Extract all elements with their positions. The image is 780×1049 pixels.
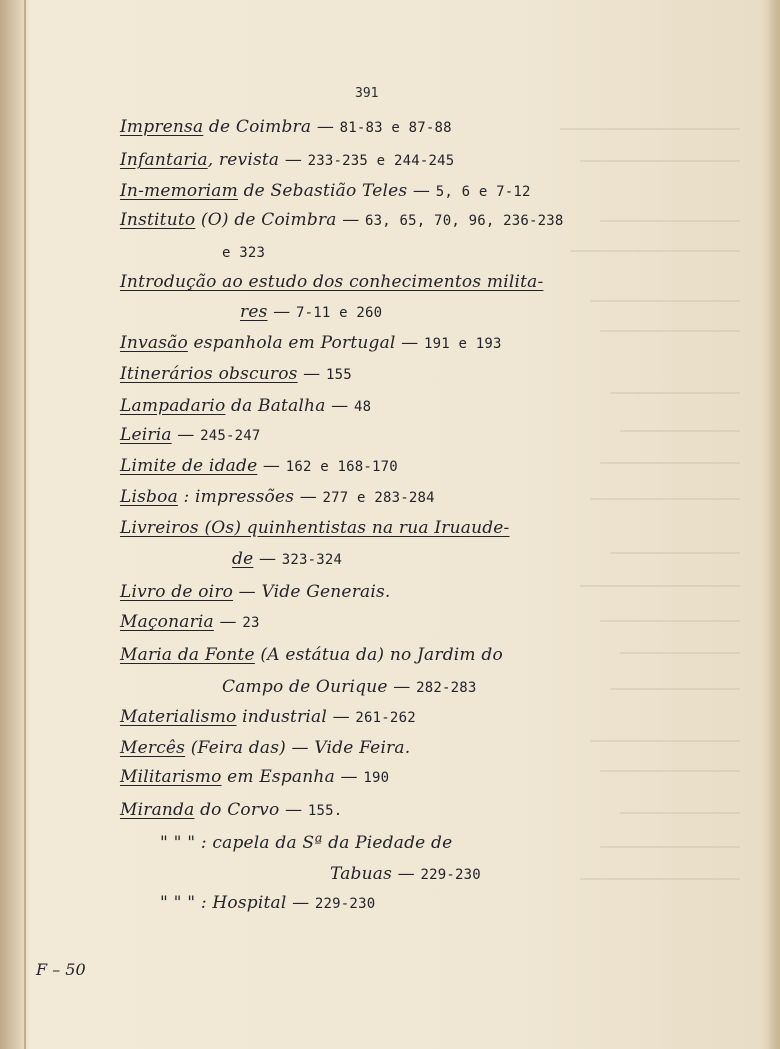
entry-keyword: Instituto — [120, 210, 196, 230]
index-entry — [120, 645, 503, 665]
entry-keyword: Limite de idade — [120, 456, 258, 476]
entry-page-refs: 229-230 — [420, 867, 481, 883]
entry-text: Campo de Ourique — — [222, 677, 417, 697]
entry-page-refs: 233-235 e 244-245 — [307, 153, 455, 169]
entry-text: industrial — — [236, 707, 356, 727]
entry-keyword: Invasão — [120, 333, 188, 353]
entry-page-refs: e 323 — [222, 245, 266, 261]
entry-text: : impressões — — [177, 487, 323, 507]
index-entry — [120, 181, 531, 201]
entry-text: da Batalha — — [225, 396, 354, 416]
entry-page-refs: 277 e 283-284 — [322, 490, 435, 506]
entry-keyword: Livro de oiro — [120, 582, 234, 602]
entry-text: , revista — — [207, 150, 308, 170]
entry-page-refs: 323-324 — [281, 552, 343, 568]
entry-text: " " " : Hospital — — [160, 893, 315, 913]
entry-text: em Espanha — — [221, 767, 364, 787]
entry-text: — — [171, 425, 201, 445]
entry-keyword: Maria da Fonte — [120, 645, 255, 665]
entry-text: espanhola em Portugal — — [187, 333, 424, 353]
entry-keyword: Leiria — [120, 425, 172, 445]
page-edge-shadow — [768, 0, 780, 1049]
entry-page-refs: 5, 6 e 7-12 — [435, 184, 531, 200]
entry-keyword: Lisboa — [120, 487, 178, 507]
marginal-note: F – 50 — [36, 960, 86, 979]
entry-text: de Sebastião Teles — — [237, 181, 436, 201]
index-entry — [120, 396, 371, 416]
entry-keyword: Itinerários obscuros — [120, 364, 298, 384]
entry-text: — — [257, 456, 286, 476]
entry-text: — — [253, 549, 282, 569]
index-entry — [120, 117, 452, 137]
index-entry — [120, 150, 454, 170]
entry-text: (O) de Coimbra — — [195, 210, 366, 230]
entry-page-refs: 7-11 e 260 — [295, 305, 383, 321]
index-entry — [120, 456, 398, 476]
entry-keyword: Materialismo — [120, 707, 237, 727]
entry-page-refs: 282-283 — [416, 680, 477, 696]
index-entry — [222, 242, 265, 262]
index-entry — [120, 518, 510, 538]
entry-page-refs: 48 — [353, 399, 372, 415]
index-entry — [232, 549, 342, 569]
index-entry — [240, 302, 382, 322]
entry-keyword: Infantaria — [120, 150, 208, 170]
index-entry — [120, 582, 391, 602]
index-entry — [120, 210, 564, 230]
index-entry — [120, 612, 260, 632]
entry-keyword: de — [232, 549, 254, 569]
entry-text: " " " : capela da Sª da Piedade de — [160, 833, 453, 853]
entry-text: Tabuas — — [330, 864, 421, 884]
entry-keyword: Introdução ao estudo dos conhecimentos milita- — [120, 272, 544, 292]
entry-page-refs: 155 — [326, 367, 352, 383]
entry-text: — — [213, 612, 243, 632]
entry-text: — — [297, 364, 326, 384]
entry-keyword: Livreiros (Os) quinhentistas na rua Iruaude- — [120, 518, 510, 538]
index-entry — [120, 707, 416, 727]
entry-text: — Vide Generais. — [233, 582, 391, 602]
index-entry — [120, 425, 261, 445]
index-entry — [120, 333, 502, 353]
entry-text: (A estátua da) no Jardim do — [254, 645, 503, 665]
entry-keyword: Mercês — [120, 738, 186, 758]
page-number: 391 — [355, 86, 379, 101]
entry-keyword: Imprensa — [120, 117, 204, 137]
index-entry — [120, 767, 389, 787]
entry-page-refs: 63, 65, 70, 96, 236-238 — [365, 213, 564, 229]
entry-keyword: Miranda — [120, 800, 195, 820]
entry-keyword: res — [240, 302, 268, 322]
entry-page-refs: 23 — [242, 615, 260, 631]
entry-page-refs: 155. — [307, 803, 343, 819]
index-entry — [120, 364, 352, 384]
entry-page-refs: 162 e 168-170 — [285, 459, 398, 475]
entry-page-refs: 190 — [363, 770, 390, 786]
entry-text: do Corvo — — [194, 800, 308, 820]
entry-text: — — [267, 302, 296, 322]
binding-fold — [24, 0, 26, 1049]
entry-page-refs: 229-230 — [314, 896, 376, 912]
entry-page-refs: 261-262 — [355, 710, 416, 726]
index-entry — [160, 893, 375, 913]
entry-page-refs: 81-83 e 87-88 — [339, 120, 452, 136]
entry-text: de Coimbra — — [203, 117, 340, 137]
entry-page-refs: 245-247 — [200, 428, 261, 444]
entry-page-refs: 191 e 193 — [423, 336, 502, 352]
entry-keyword: Maçonaria — [120, 612, 214, 632]
index-entry — [330, 864, 481, 884]
index-entry — [120, 800, 342, 820]
entry-keyword: Militarismo — [120, 767, 222, 787]
entry-text: (Feira das) — Vide Feira. — [185, 738, 411, 758]
index-entry — [120, 738, 410, 758]
entry-keyword: Lampadario — [120, 396, 226, 416]
entry-keyword: In-memoriam — [120, 181, 238, 201]
index-entry — [222, 677, 477, 697]
index-entry — [160, 833, 452, 853]
index-entry — [120, 272, 543, 292]
index-entry — [120, 487, 435, 507]
